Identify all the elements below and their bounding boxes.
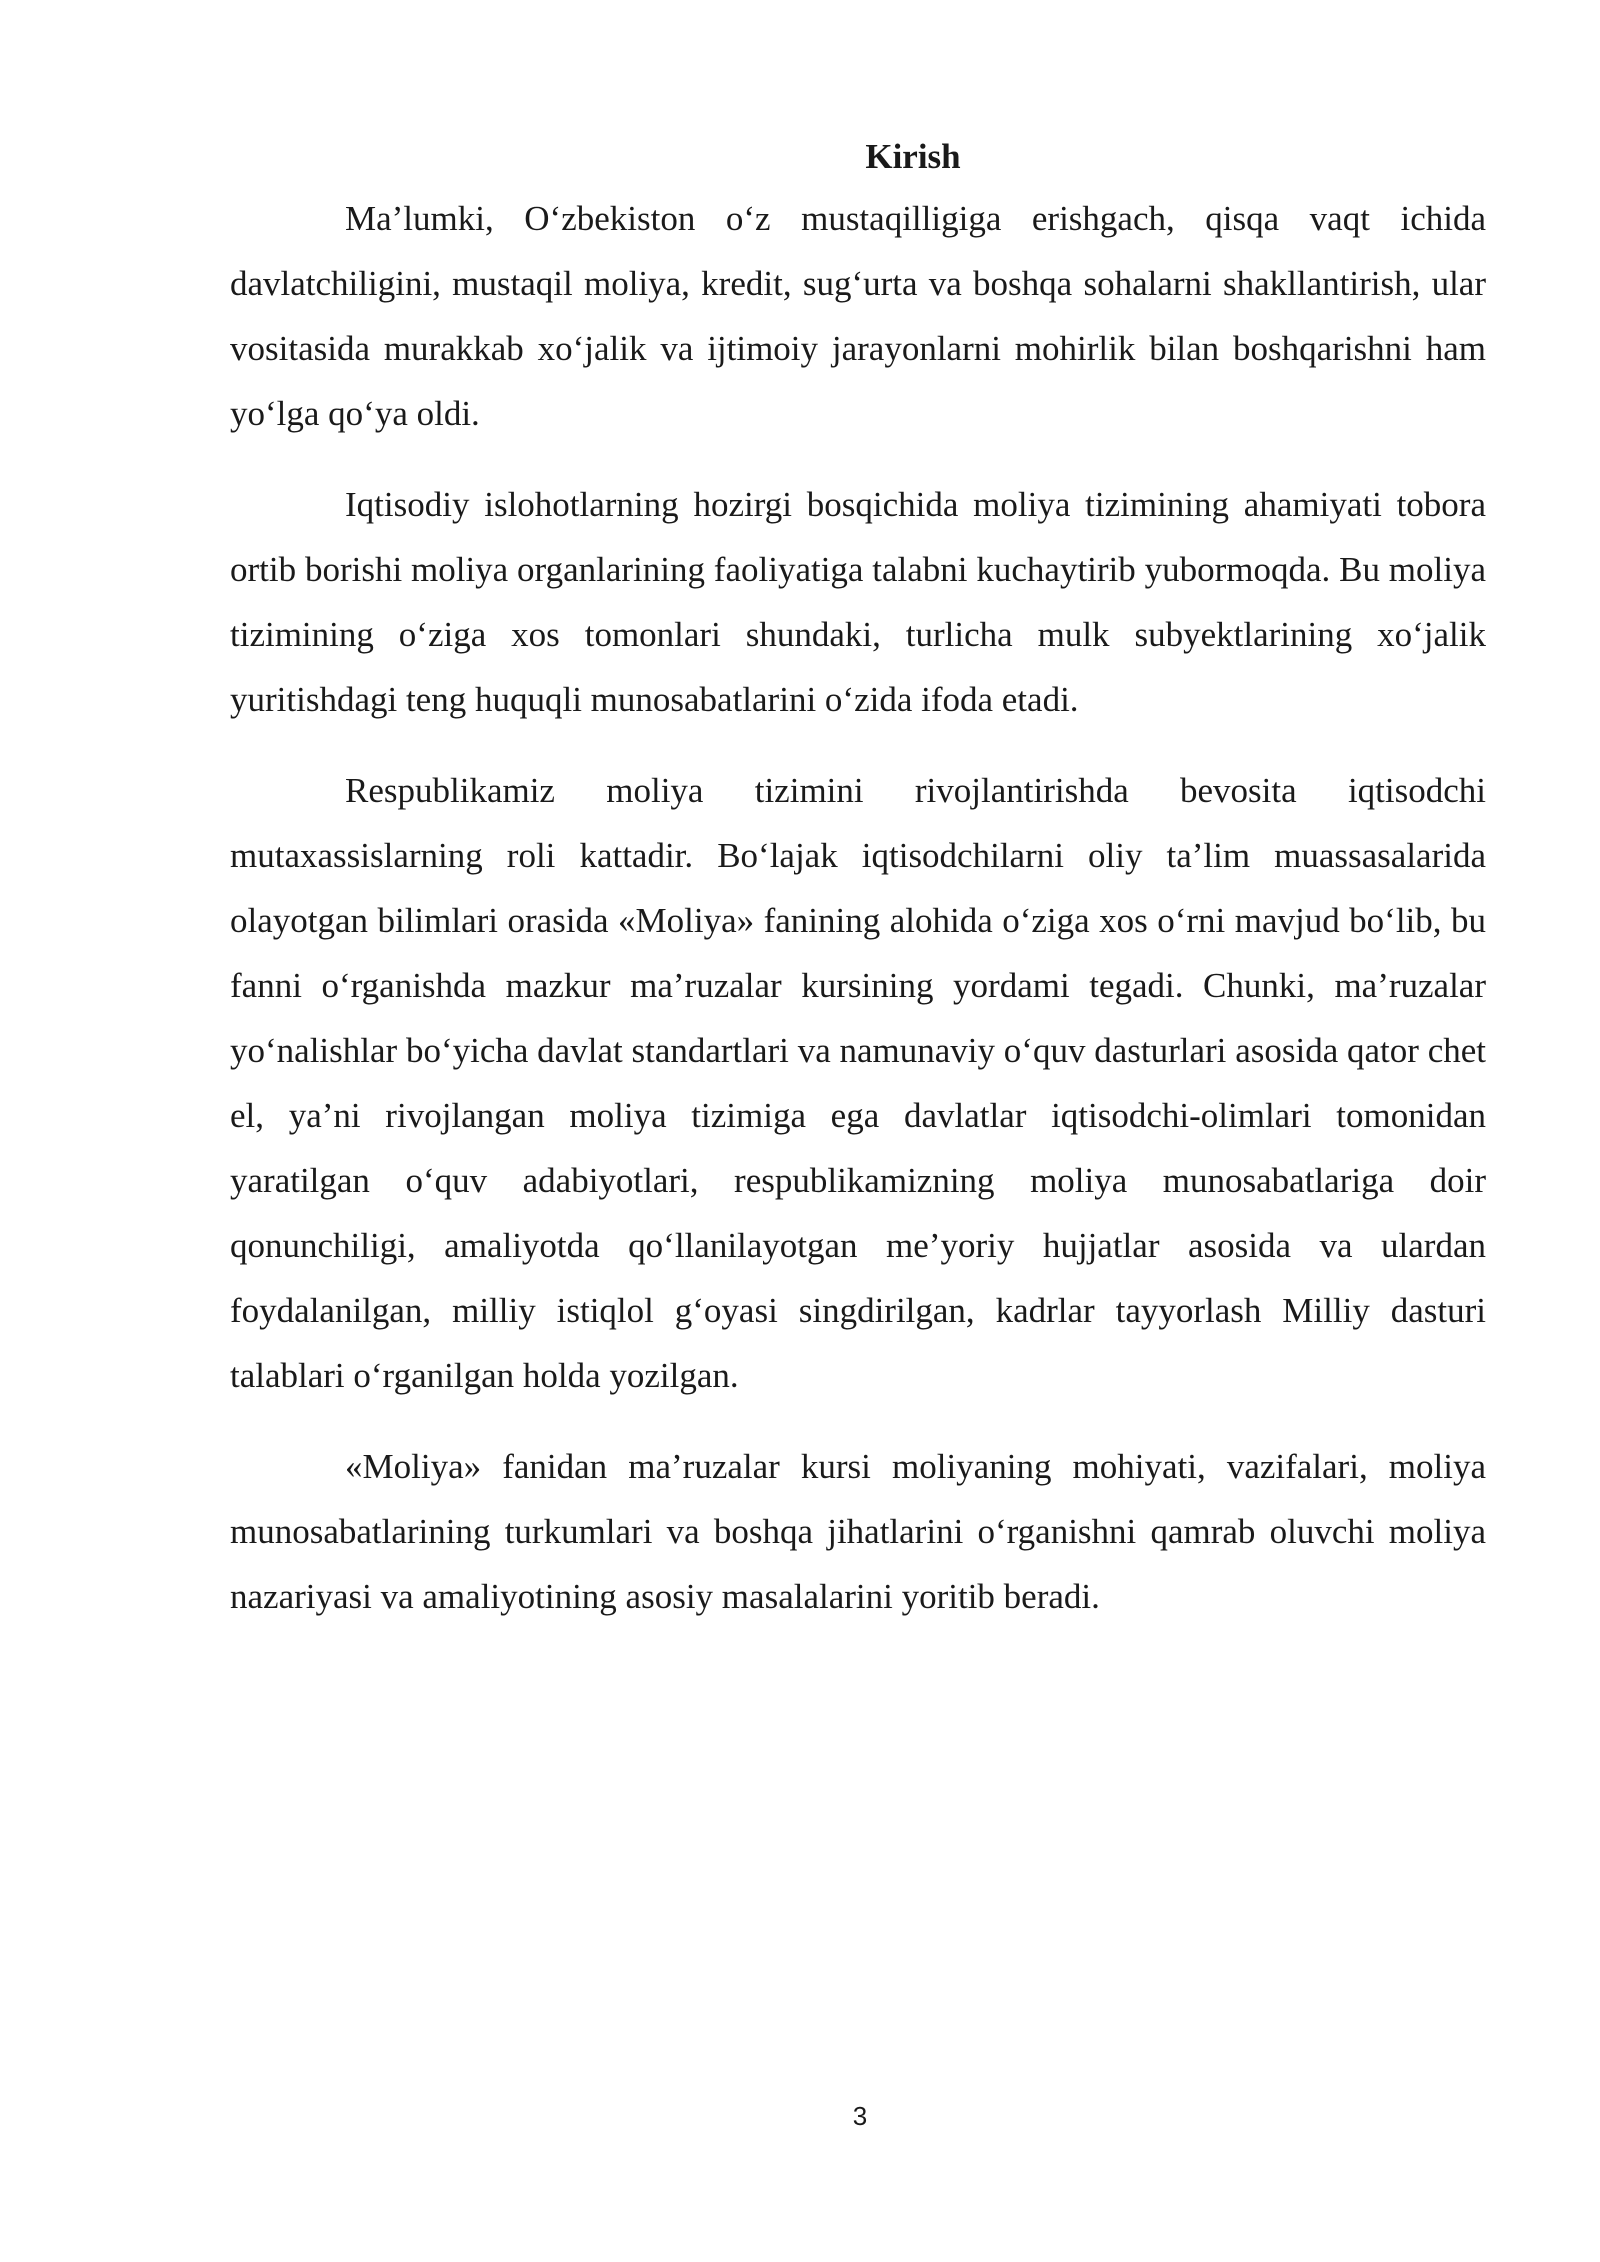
- paragraph-1: Ma’lumki, O‘zbekiston o‘z mustaqilligiga erishgach, qisqa vaqt ichida davlatchiligini, mustaqil moliya, kredit, sug‘urta va boshqa sohalarni shakllantirish, ular vositasida murakkab xo‘jalik va ijtimoiy jarayonlarni mohirlik bilan boshqarishni ham yo‘lga qo‘ya oldi.: [230, 199, 1486, 433]
- section-title: Kirish: [865, 137, 961, 176]
- page-number: 3: [852, 2101, 868, 2131]
- paragraph-4: «Moliya» fanidan ma’ruzalar kursi moliyaning mohiyati, vazifalari, moliya munosabatlarining turkumlari va boshqa jihatlarini o‘rganishni qamrab oluvchi moliya nazariyasi va amaliyotining asosiy masalalarini yoritib beradi.: [230, 1447, 1486, 1616]
- paragraph-2: Iqtisodiy islohotlarning hozirgi bosqichida moliya tizimining ahamiyati tobora ortib borishi moliya organlarining faoliyatiga talabni kuchaytirib yubormoqda. Bu moliya tizimining o‘ziga xos tomonlari shundaki, turlicha mulk subyektlarining xo‘jalik yuritishdagi teng huquqli munosabatlarini o‘zida ifoda etadi.: [230, 485, 1486, 719]
- page-content: [230, 128, 1486, 1655]
- paragraph-3: Respublikamiz moliya tizimini rivojlantirishda bevosita iqtisodchi mutaxassislarning roli kattadir. Bo‘lajak iqtisodchilarni oliy ta’lim muassasalarida olayotgan bilimlari orasida «Moliya» fanining alohida o‘ziga xos o‘rni mavjud bo‘lib, bu fanni o‘rganishda mazkur ma’ruzalar kursining yordami tegadi. Chunki, ma’ruzalar yo‘nalishlar bo‘yicha davlat standartlari va namunaviy o‘quv dasturlari asosida qator chet el, ya’ni rivojlangan moliya tizimiga ega davlatlar iqtisodchi-olimlari tomonidan yaratilgan o‘quv adabiyotlari, respublikamizning moliya munosabatlariga doir qonunchiligi, amaliyotda qo‘llanilayotgan me’yoriy hujjatlar asosida va ulardan foydalanilgan, milliy istiqlol g‘oyasi singdirilgan, kadrlar tayyorlash Milliy dasturi talablari o‘rganilgan holda yozilgan.: [230, 771, 1486, 1395]
